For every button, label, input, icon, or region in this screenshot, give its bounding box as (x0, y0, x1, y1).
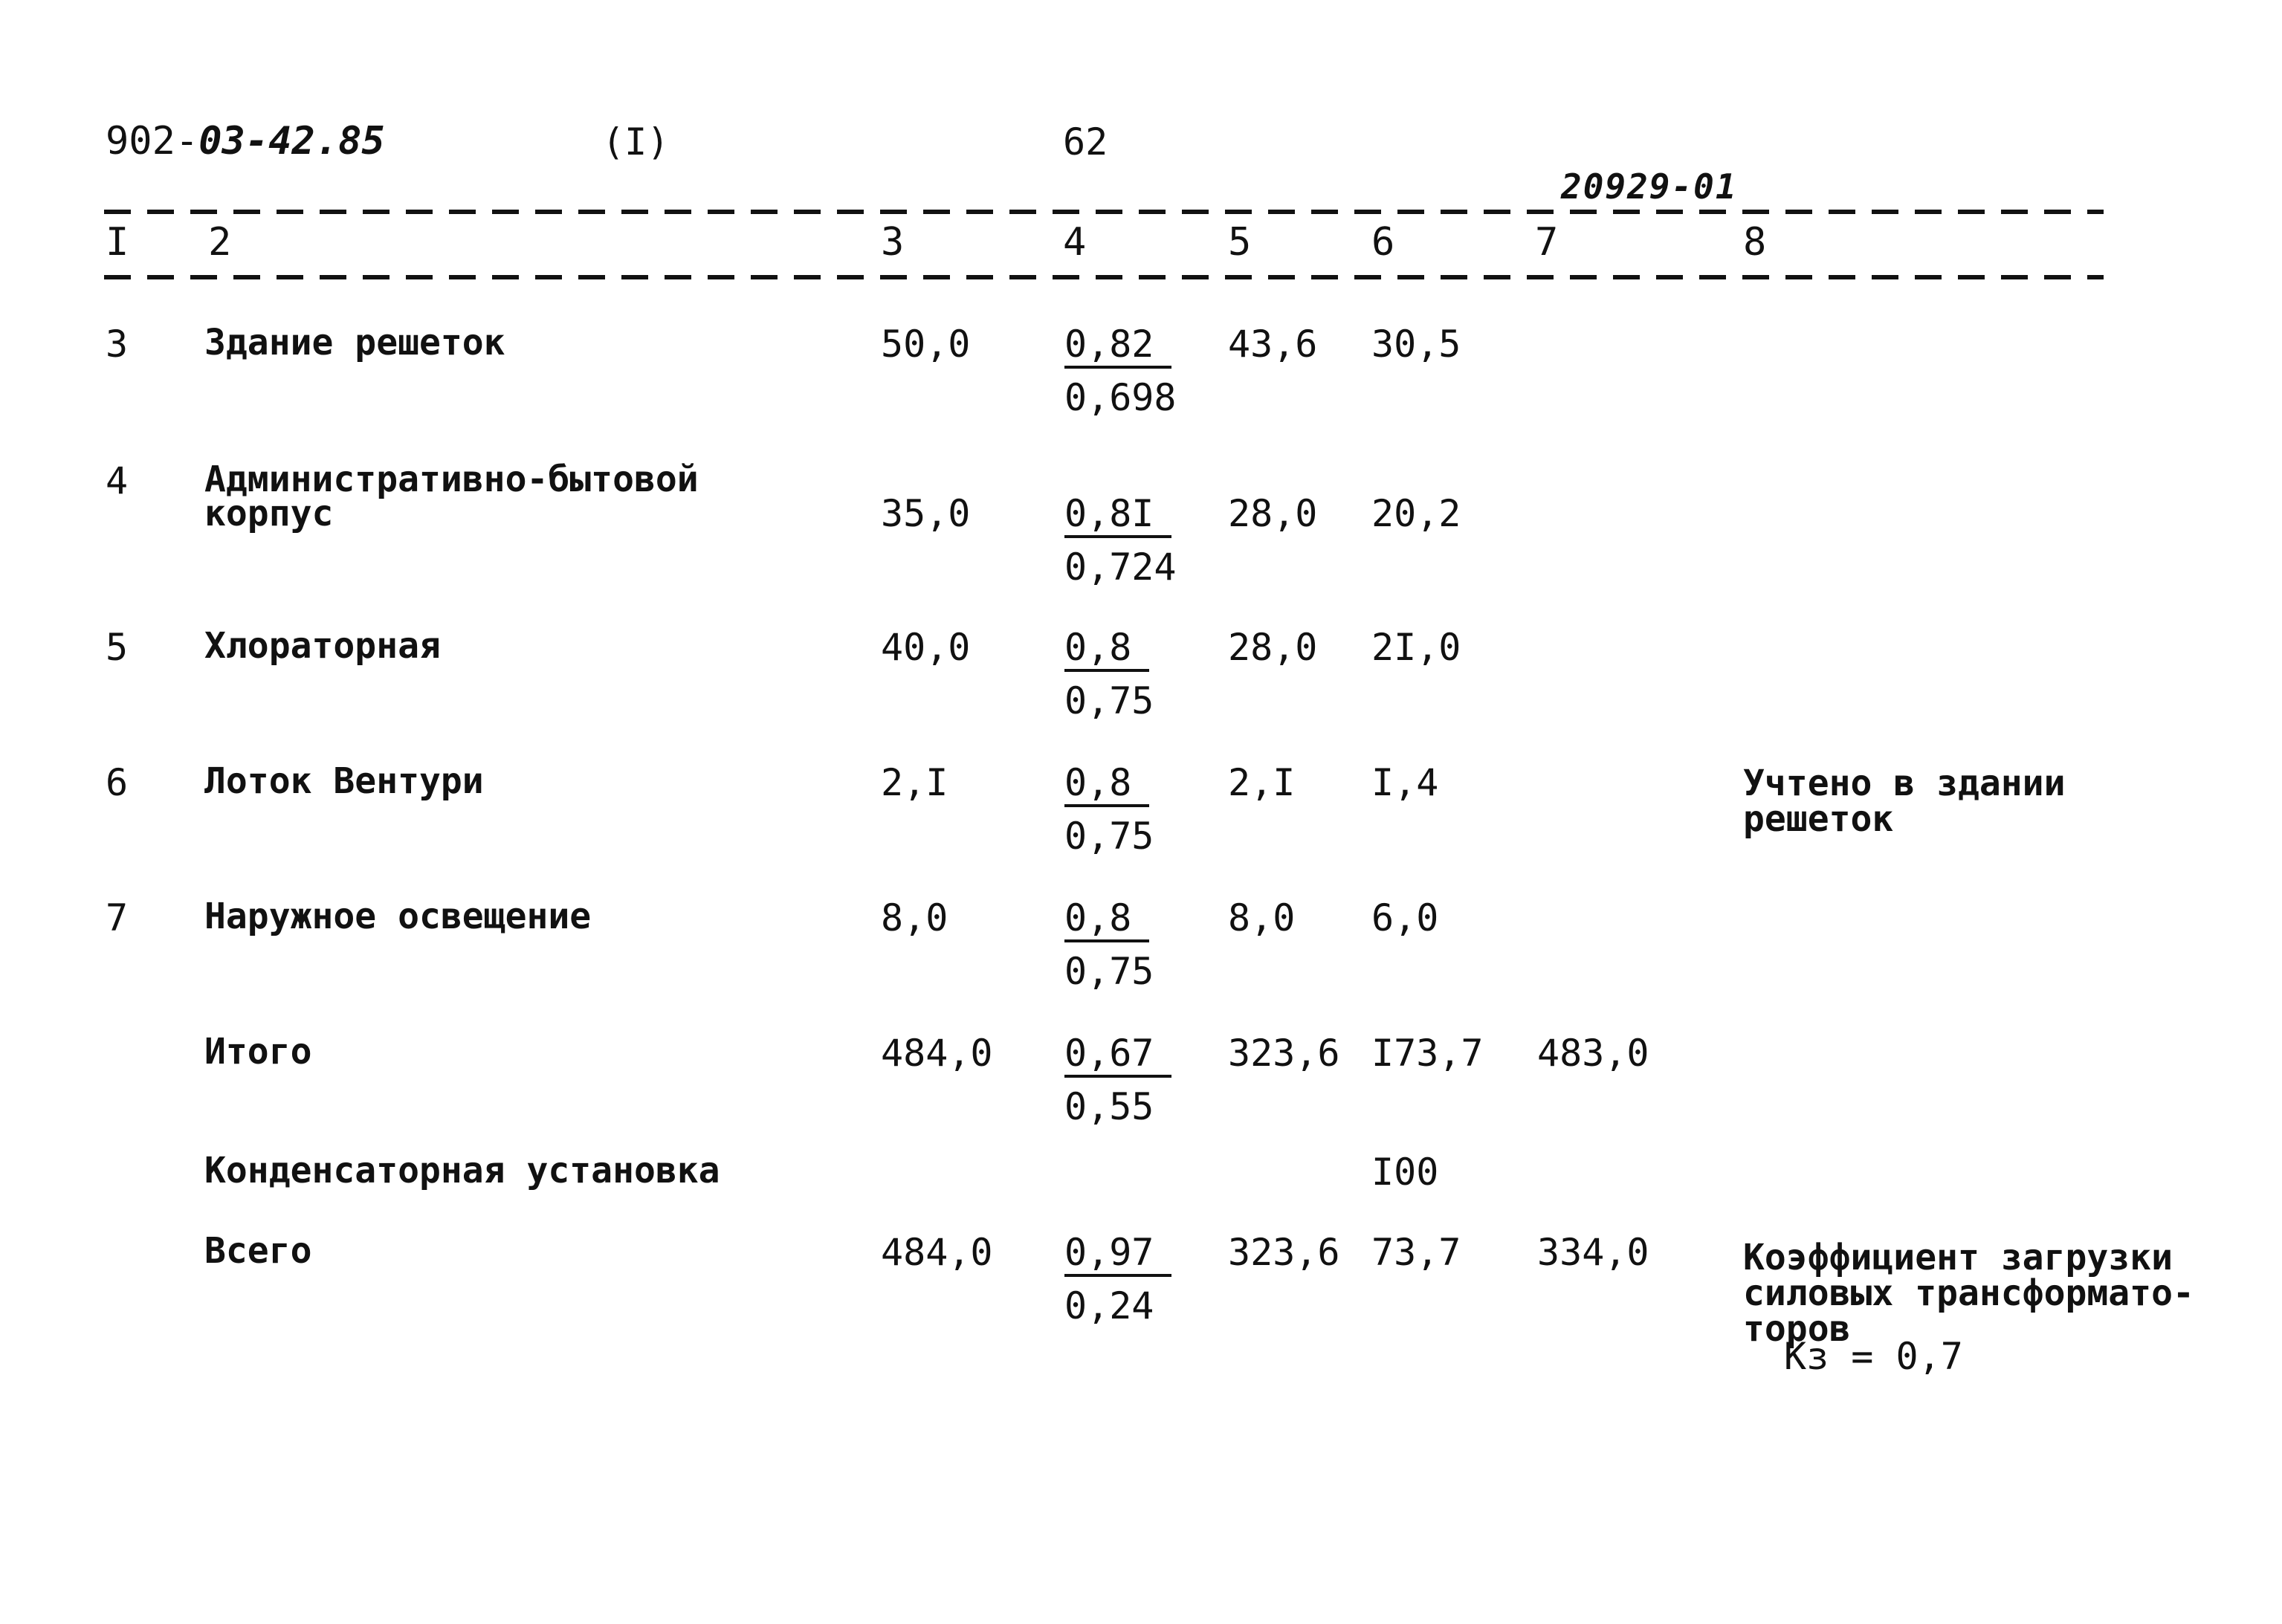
row-col4-bottom: 0,724 (1064, 546, 1177, 589)
column-header-6: 6 (1371, 220, 1395, 265)
page-number: 62 (1063, 120, 1108, 164)
row-col6: 30,5 (1371, 323, 1461, 366)
row-col4-fraction (1064, 896, 1154, 993)
registration-number: 20929-01 (1561, 166, 1738, 207)
column-header-3: 3 (881, 220, 905, 265)
row-col4-top: 0,8 (1064, 764, 1149, 807)
column-header-1: I (106, 220, 129, 265)
grand-total-col6: 73,7 (1371, 1231, 1461, 1274)
row-name: Здание решеток (204, 322, 505, 363)
row-col4-top: 0,8 (1064, 899, 1149, 942)
part-number: (I) (602, 120, 670, 164)
row-col5: 2,I (1228, 761, 1296, 804)
row-col4-top: 0,82 (1064, 326, 1171, 369)
document-code-suffix: 03-42.85 (198, 119, 385, 164)
column-header-4: 4 (1063, 220, 1087, 265)
row-note: Учтено в здании решеток (1743, 763, 2066, 840)
row-col3: 35,0 (881, 492, 971, 535)
row-name: Наружное освещение (204, 896, 592, 937)
total-col4-fraction (1064, 1032, 1171, 1128)
row-col3: 40,0 (881, 626, 971, 669)
total-col5: 323,6 (1228, 1032, 1340, 1075)
row-col6: 2I,0 (1371, 626, 1461, 669)
grand-total-col5: 323,6 (1228, 1231, 1340, 1274)
row-col4-fraction (1064, 761, 1154, 858)
column-header-5: 5 (1228, 220, 1252, 265)
row-col4-bottom: 0,75 (1064, 679, 1154, 722)
document-code-prefix: 902- (106, 119, 199, 164)
grand-total-label: Всего (204, 1230, 312, 1272)
row-col3: 50,0 (881, 323, 971, 366)
row-col4-fraction (1064, 626, 1154, 722)
row-col4-fraction (1064, 323, 1177, 419)
row-number: 4 (106, 459, 129, 502)
total-col7: 483,0 (1537, 1032, 1649, 1075)
grand-total-col4-bottom: 0,24 (1064, 1284, 1154, 1327)
row-col6: 6,0 (1371, 896, 1439, 939)
load-coefficient-formula: Кз = 0,7 (1784, 1335, 1963, 1378)
total-label: Итого (204, 1031, 312, 1073)
row-col5: 43,6 (1228, 323, 1318, 366)
row-col6: I,4 (1371, 761, 1439, 804)
grand-total-note: Коэффициент загрузки силовых трансформато- торов (1743, 1237, 2194, 1350)
row-number: 7 (106, 896, 129, 939)
row-col4-top: 0,8I (1064, 495, 1171, 538)
row-name: Лоток Вентури (204, 760, 484, 802)
grand-total-col4-top: 0,97 (1064, 1234, 1171, 1277)
column-header-2: 2 (208, 220, 232, 265)
row-col3: 8,0 (881, 896, 948, 939)
row-col5: 8,0 (1228, 896, 1296, 939)
grand-total-col4-fraction (1064, 1231, 1171, 1327)
row-number: 6 (106, 761, 129, 804)
total-col3: 484,0 (881, 1032, 993, 1075)
capacitor-label: Конденсаторная установка (204, 1150, 720, 1191)
capacitor-col6: I00 (1371, 1151, 1439, 1194)
row-col6: 20,2 (1371, 492, 1461, 535)
column-header-8: 8 (1743, 220, 1767, 265)
document-code (106, 119, 385, 164)
header-top-rule (104, 210, 2104, 214)
row-number: 3 (106, 323, 129, 366)
row-col4-bottom: 0,75 (1064, 950, 1154, 993)
row-col5: 28,0 (1228, 626, 1318, 669)
header-bottom-rule (104, 275, 2104, 279)
grand-total-col3: 484,0 (881, 1231, 993, 1274)
row-col3: 2,I (881, 761, 948, 804)
row-name: Хлораторная (204, 625, 441, 667)
grand-total-col7: 334,0 (1537, 1231, 1649, 1274)
column-header-7: 7 (1535, 220, 1559, 265)
row-col5: 28,0 (1228, 492, 1318, 535)
row-name: Административно-бытовой корпус (204, 459, 699, 534)
total-col4-bottom: 0,55 (1064, 1085, 1154, 1128)
total-col6: I73,7 (1371, 1032, 1484, 1075)
total-col4-top: 0,67 (1064, 1035, 1171, 1078)
row-col4-top: 0,8 (1064, 629, 1149, 672)
row-col4-bottom: 0,75 (1064, 815, 1154, 858)
row-col4-fraction (1064, 492, 1177, 589)
row-number: 5 (106, 626, 129, 669)
row-col4-bottom: 0,698 (1064, 376, 1177, 419)
